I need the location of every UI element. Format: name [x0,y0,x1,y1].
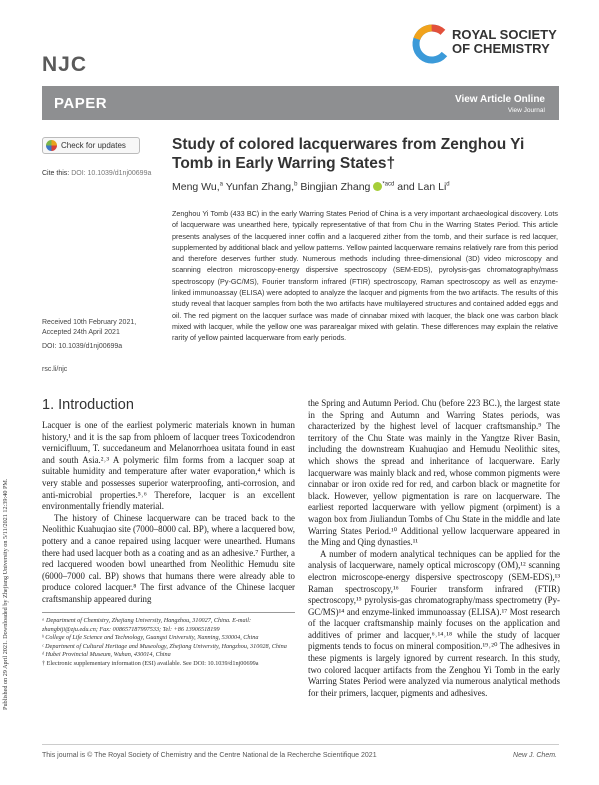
author-name: Bingjian Zhang [300,181,371,193]
author-name: Meng Wu, [172,181,220,193]
footnote: † Electronic supplementary information (ESI) available. See DOI: 10.1039/d1nj00699a [42,659,259,667]
abstract: Zenghou Yi Tomb (433 BC) in the early Warring States Period of China is a very important archaeological discovery. Lots of lacquerware was unearthed here, typically representative of that from Chu in the Warring States Period. This article presents analyses of the lacquered inner coffin and a lacquered zither from the tomb, and their surface is red lacquer, supplemented by additional black and yellow patterns. Yellow painted lacquerware remains relatively rare from this period and therefore deserves further study. Numerous methods including three-dimensional (3D) video microscopy and scanning electron microscopy-energy dispersive spectroscopy (SEM-EDS), pyrolysis-gas chromatography/mass spectroscopy (Py-GC/MS), Fourier transform infrared (FTIR) spectroscopy, Raman spectroscopy as well as enzyme-linked immunoassay (ELISA) were adopted to analyze the lacquer and pigments from the two artifacts. The results of this study reveal that lacquer samples from both the two artifacts have multilayered structures and contained added eggs and oil. The red pigment on the lacquer surface was made of cinnabar mixed with lacquer, the black one was carbon black mixed with lacquer, while the yellow one was pararealgar mixed with gelatin. These differences may explain the relative rarity of yellow painted lacquerware from early periods. [172,209,558,343]
article-title: Study of colored lacquerwares from Zenghou Yi Tomb in Early Warring States† [172,136,525,172]
journal-link[interactable]: rsc.li/njc [42,366,68,373]
author-name: Yunfan Zhang, [225,181,295,193]
paragraph: A number of modern analytical techniques can be applied for the analysis of lacquerware, namely optical microscopy (OM),¹² scanning electron microscope-energy dispersive spectroscopy (SEM-EDS),¹³ Raman spectroscopy,¹⁶ Fourier transform infrared (FTIR) spectroscopy,¹⁵ pyrolysis-gas chromatography/mass spectrometry (Py-GC/MS)¹⁴ and enzyme-linked immunoassay (ELISA).¹⁷ Most research of the lacquer craftsmanship mainly focuses on the application and additives of primer and lacquer,⁶˒¹⁴˒¹⁸ while the study of lacquer pigments tends to focus on mineral composition.¹⁹˒²⁰ The adhesives in these pigments is largely ignored by current research. In this study, two colored lacquer artifacts from the Zenghou Yi Tomb in the early Warring States Period were analyzed via numerous analytical methods for their primers, lacquer, pigments and adhesives. [308,548,560,698]
publisher-logo[interactable] [410,22,570,66]
footnote: ᶜ Department of Cultural Heritage and Museology, Zhejiang University, Hangzhou, 310028, China [42,642,287,650]
journal-name: NJC [42,53,88,76]
received-dates: Received 10th February 2021, Accepted 24th April 2021 [42,319,137,336]
author-name: and Lan Li [397,181,447,193]
view-journal-link[interactable]: View Journal [507,107,545,114]
rsc-logo-icon [410,22,450,66]
paragraph: the Spring and Autumn Period. Chu (before 223 BC.), the largest state in the Spring and Autumn and Warring States periods, was characterized by the highest level of lacquer craftsmanship.⁹ The territory of the Chu State was mainly in the Yangtze River Basin, including the downstream Kuahuqiao and Hemudu Neolithic sites, which shows the spread and inheritance of lacquerware. Early lacquerware was mainly black and red, whose common pigments were cinnabar or iron oxide red for red, and carbon black or magnetite for black. However, yellow pigmentation is rare on lacquerware. The earliest reported lacquerware with yellow pigment (orpiment) is a wagon box from Jiuliandun Tombs of Chu State in the middle and late Warring States Period.¹⁰ Additional yellow lacquerware appeared in the Ming and Qing dynasties.¹¹ [308,398,560,548]
body-column-left [42,420,295,606]
article-type-banner [42,86,559,120]
orcid-icon[interactable] [373,182,382,191]
article-doi[interactable]: DOI: 10.1039/d1nj00699a [42,343,123,350]
citation-doi[interactable]: DOI: 10.1039/d1nj00699a [71,170,152,177]
publisher-logo-text: ROYAL SOCIETY OF CHEMISTRY [452,27,557,56]
footnote: ᵇ College of Life Science and Technology, Guangxi University, Nanning, 530004, China [42,634,259,642]
download-notice: Published on 29 April 2021. Downloaded by Zhejiang University on 5/11/2021 12:39:40 PM. [2,478,9,710]
view-article-online-link[interactable]: View Article Online [454,94,545,105]
section-heading: 1. Introduction [42,397,134,413]
article-type: PAPER [54,95,108,112]
journal-footer: New J. Chem. [513,752,557,759]
footnote: ᵈ Hubei Provincial Museum, Wuhan, 430014, China [42,651,171,659]
citation-line: Cite this: DOI: 10.1039/d1nj00699a [42,170,152,177]
footer-divider [42,744,559,745]
footnote: ᵃ Department of Chemistry, Zhejiang University, Hangzhou, 310027, China. E-mail: zhangbiji@zju.edu.cn; Fax: 008657187997533; Tel: +86 13906518199 [42,617,252,633]
author-list: Meng Wu,$^a$ Yunfan Zhang,$^b$ Bingjian Zhang $^{*acd}$ and Lan Li$^d$ [172,181,450,193]
footnote-divider [42,612,295,613]
paragraph: The history of Chinese lacquerware can be traced back to the Neolithic Kuahuqiao site (7000–8000 cal. BP), where a lacquered bow, pottery and a canoe repaired using lacquer were unearthed. Humans there had used lacquer both as a coating and as an adhesive.⁷ Further, a red lacquered wooden bowl unearthed from Neolithic Hemudu site (6000–7000 cal. BP) shows that humans there were already able to produce colored lacquer.⁸ The first advance of the Chinese lacquer craftsmanship appeared during [42,512,295,604]
paragraph: Lacquer is one of the earliest polymeric materials known in human history,¹ and it is the sap from phloem of lacquer trees Toxicodendron vernicifluum, T. succedaneum and Melanorrhoea usitata found in east and south Asia.²˒³ A polymeric film forms from a lacquer soap at suitable humidity and temperature after water evaporation,⁴ which is very stable and possesses superior waterproofing, anti-corrosion, and anti-microbial properties.⁵˒⁶ Therefore, lacquer is an excellent environmentally friendly material. [42,420,295,512]
check-for-updates-button[interactable]: Check for updates [42,137,140,154]
crossmark-icon [46,140,57,151]
copyright-footer: This journal is © The Royal Society of Chemistry and the Centre National de la Recherche Scientifique 2021 [42,752,377,759]
affiliation-footnotes [42,617,295,669]
body-column-right [308,398,560,699]
